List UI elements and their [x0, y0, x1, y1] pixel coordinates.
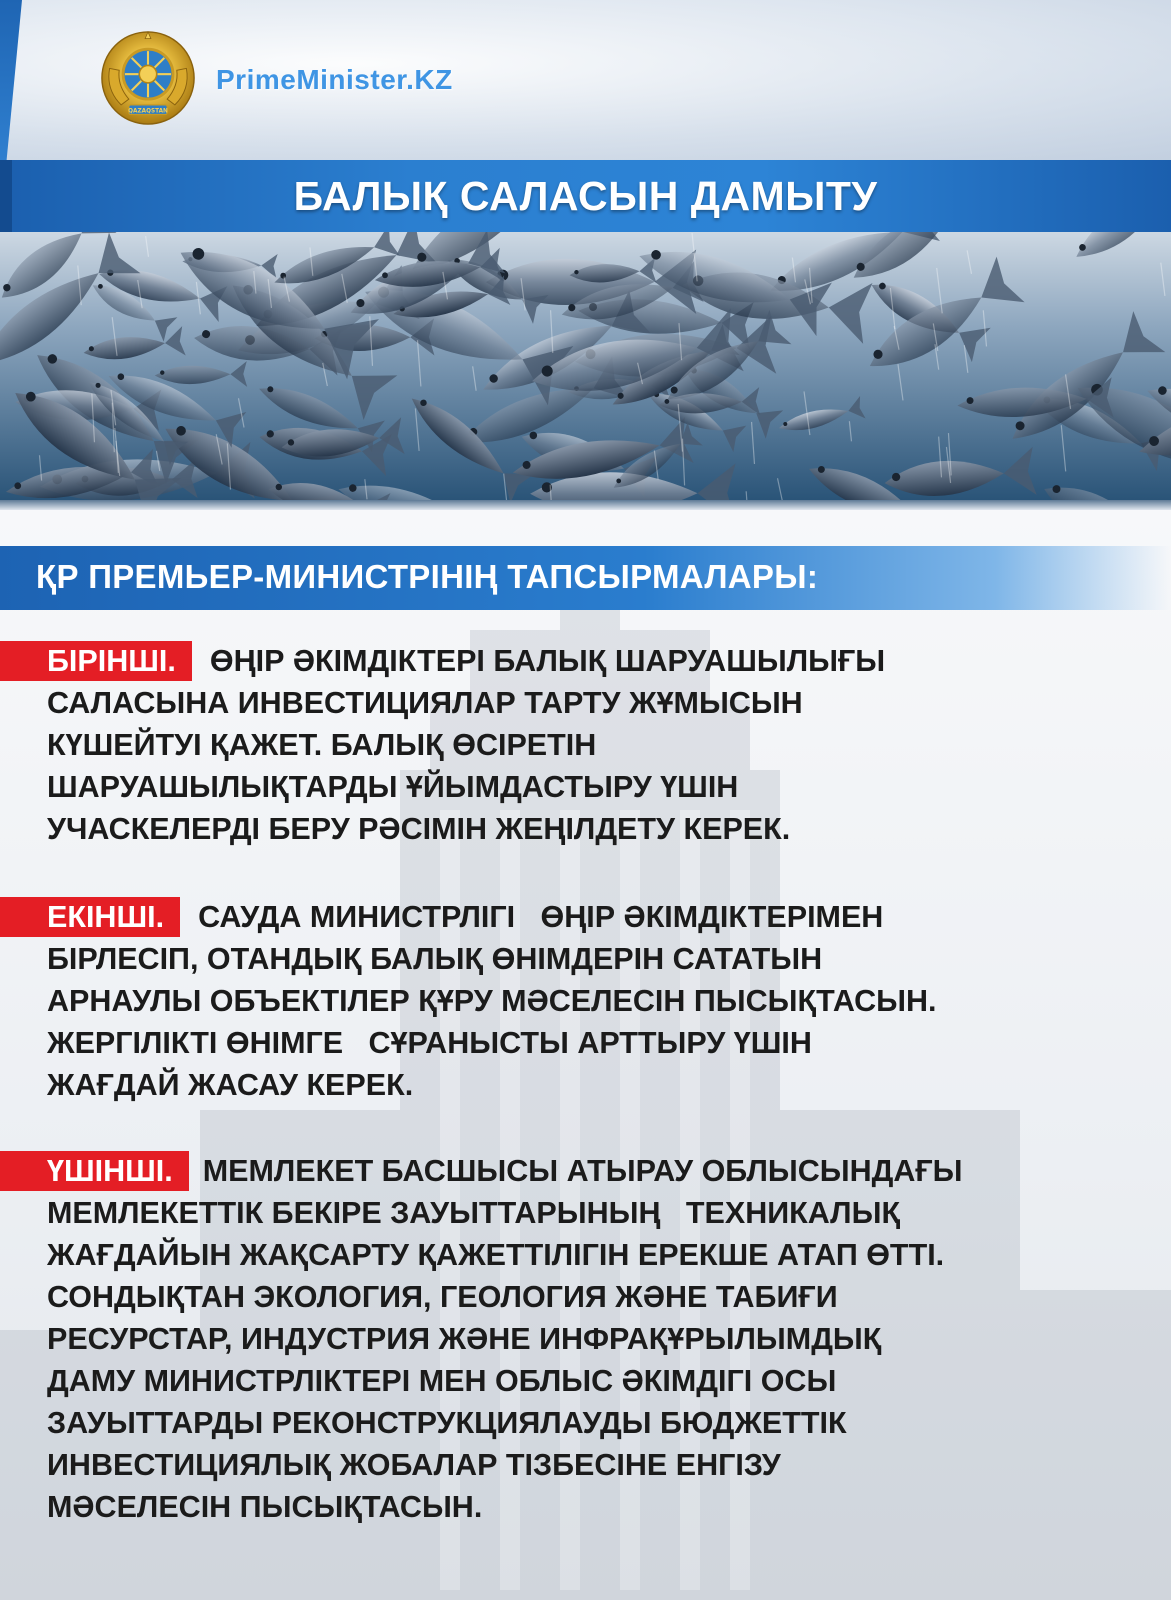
- item-3-line-7: ЗАУЫТТАРДЫ РЕКОНСТРУКЦИЯЛАУДЫ БЮДЖЕТТІК: [47, 1406, 847, 1440]
- item-label-2: ЕКІНШІ.: [0, 897, 180, 937]
- item-1-line-4: ШАРУАШЫЛЫҚТАРДЫ ҰЙЫМДАСТЫРУ ҮШІН: [47, 770, 739, 804]
- item-2-line-3: АРНАУЛЫ ОБЪЕКТІЛЕР ҚҰРУ МӘСЕЛЕСІН ПЫСЫҚТАСЫН.: [47, 984, 937, 1018]
- assignment-item-3: [47, 1150, 1137, 1528]
- item-1-line-5: УЧАСКЕЛЕРДІ БЕРУ РӘСІМІН ЖЕҢІЛДЕТУ КЕРЕК.: [47, 812, 791, 846]
- emblem-text: QAZAQSTAN: [128, 108, 168, 115]
- item-3-line-6: ДАМУ МИНИСТРЛІКТЕРІ МЕН ОБЛЫС ӘКІМДІГІ ОСЫ: [47, 1364, 837, 1398]
- item-3-line-5: РЕСУРСТАР, ИНДУСТРИЯ ЖӘНЕ ИНФРАҚҰРЫЛЫМДЫҚ: [47, 1322, 882, 1356]
- state-emblem-icon: [100, 30, 196, 126]
- item-3-line-3: ЖАҒДАЙЫН ЖАҚСАРТУ ҚАЖЕТТІЛІГІН ЕРЕКШЕ АТАП ӨТТІ.: [47, 1238, 945, 1272]
- item-2-line-4: ЖЕРГІЛІКТІ ӨНІМГЕ СҰРАНЫСТЫ АРТТЫРУ ҮШІН: [47, 1026, 812, 1060]
- assignments-heading: ҚР ПРЕМЬЕР-МИНИСТРІНІҢ ТАПСЫРМАЛАРЫ:: [36, 558, 819, 595]
- item-3-line-2: МЕМЛЕКЕТТІК БЕКІРЕ ЗАУЫТТАРЫНЫҢ ТЕХНИКАЛЫҚ: [47, 1196, 901, 1230]
- title-band: [0, 160, 1171, 232]
- assignments-heading-band: [0, 546, 1171, 610]
- item-1-line-3: КҮШЕЙТУІ ҚАЖЕТ. БАЛЫҚ ӨСІРЕТІН: [47, 728, 597, 762]
- header-accent-stripe: [0, 0, 22, 160]
- item-1-line-2: САЛАСЫНА ИНВЕСТИЦИЯЛАР ТАРТУ ЖҰМЫСЫН: [47, 686, 803, 720]
- item-3-line-9: МӘСЕЛЕСІН ПЫСЫҚТАСЫН.: [47, 1490, 483, 1524]
- site-name: PrimeMinister.KZ: [216, 64, 453, 95]
- photo-bottom-shadow: [0, 500, 1171, 510]
- fish-illustration: [0, 232, 1171, 500]
- item-3-line-4: СОНДЫҚТАН ЭКОЛОГИЯ, ГЕОЛОГИЯ ЖӘНЕ ТАБИҒИ: [47, 1280, 838, 1314]
- page-title: БАЛЫҚ САЛАСЫН ДАМЫТУ: [293, 172, 878, 219]
- item-2-line-5: ЖАҒДАЙ ЖАСАУ КЕРЕК.: [47, 1068, 414, 1102]
- item-label-3: ҮШІНШІ.: [0, 1151, 189, 1191]
- assignment-item-2: [47, 896, 1137, 1106]
- item-3-line-8: ИНВЕСТИЦИЯЛЫҚ ЖОБАЛАР ТІЗБЕСІНЕ ЕНГІЗУ: [47, 1448, 781, 1482]
- item-3-line-1: МЕМЛЕКЕТ БАСШЫСЫ АТЫРАУ ОБЛЫСЫНДАҒЫ: [202, 1154, 963, 1188]
- item-2-line-1: САУДА МИНИСТРЛІГІ ӨҢІР ӘКІМДІКТЕРІМЕН: [198, 900, 884, 934]
- title-band-accent: [0, 160, 12, 232]
- header: [0, 0, 1171, 160]
- item-1-line-1: ӨҢІР ӘКІМДІКТЕРІ БАЛЫҚ ШАРУАШЫЛЫҒЫ: [209, 644, 886, 678]
- assignment-item-1: [47, 640, 1137, 850]
- item-2-line-2: БІРЛЕСІП, ОТАНДЫҚ БАЛЫҚ ӨНІМДЕРІН САТАТЫН: [47, 942, 823, 976]
- item-label-1: БІРІНШІ.: [0, 641, 192, 681]
- fish-photo: [0, 232, 1171, 500]
